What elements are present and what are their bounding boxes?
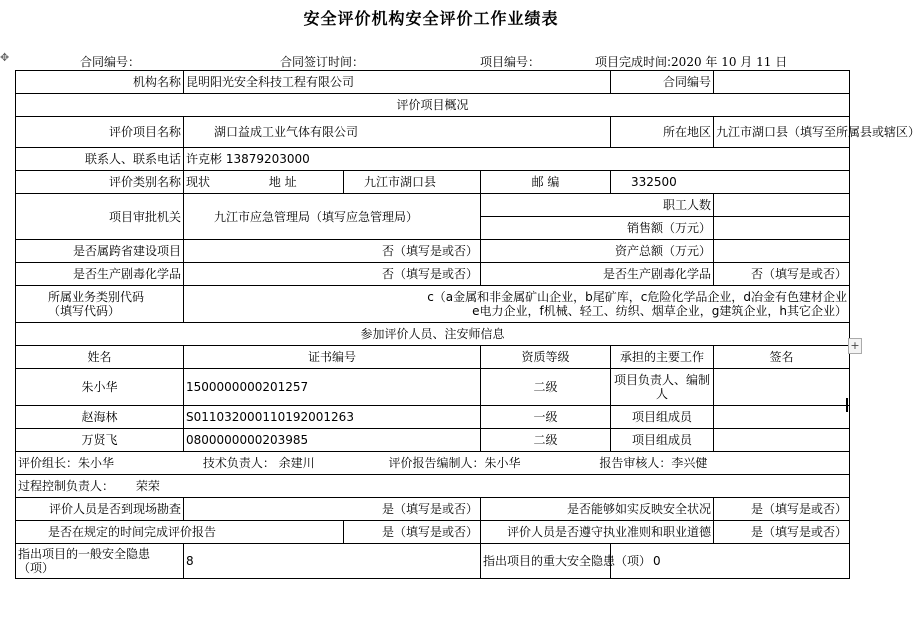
reviewer-text: 报告审核人：李兴健 <box>599 456 708 470</box>
contact-label: 联系人、联系电话 <box>16 148 184 171</box>
table-row <box>16 369 850 406</box>
people-header-row <box>16 346 850 369</box>
contract-no-cell-value[interactable] <box>714 71 850 94</box>
hazard-row <box>16 544 850 579</box>
on-time-value[interactable]: 是（填写是或否） <box>344 521 481 544</box>
category-row <box>16 171 850 194</box>
org-name-label: 机构名称 <box>16 71 184 94</box>
process-label: 过程控制负责人： <box>18 479 115 493</box>
general-hazard-label-line2: （项） <box>18 561 55 575</box>
person-name[interactable]: 万贤飞 <box>16 429 184 452</box>
person-name[interactable]: 赵海林 <box>16 406 184 429</box>
roles-cell <box>16 452 850 475</box>
approval-label: 项目审批机关 <box>16 194 184 240</box>
category-cell <box>184 171 344 194</box>
time-row <box>16 521 850 544</box>
person-work[interactable]: 项目负责人、编制人 <box>611 369 714 406</box>
move-anchor-icon[interactable]: ✥ <box>0 51 10 64</box>
people-header-work: 承担的主要工作 <box>611 346 714 369</box>
major-hazard-value[interactable]: 0 <box>611 544 850 579</box>
cross-province-value[interactable]: 否（填写是或否） <box>184 240 481 263</box>
person-sign[interactable] <box>714 369 850 406</box>
business-label-line2: （填写代码） <box>48 304 121 318</box>
person-cert[interactable]: 1500000000201257 <box>184 369 481 406</box>
org-name-value[interactable]: 昆明阳光安全科技工程有限公司 <box>184 71 611 94</box>
person-name[interactable]: 朱小华 <box>16 369 184 406</box>
toxic-value-2[interactable]: 否（填写是或否） <box>714 263 850 286</box>
table-row <box>16 406 850 429</box>
approval-value[interactable]: 九江市应急管理局（填写应急管理局） <box>184 194 481 240</box>
finish-time-label: 项目完成时间: <box>595 55 672 69</box>
assets-value[interactable] <box>714 240 850 263</box>
page-title: 安全评价机构安全评价工作业绩表 <box>303 9 559 28</box>
on-time-label: 是否在规定的时间完成评价报告 <box>16 521 344 544</box>
project-row <box>16 117 850 148</box>
business-label-line1: 所属业务类别代码 <box>48 290 145 304</box>
person-cert[interactable]: S011032000110192001263 <box>184 406 481 429</box>
person-sign[interactable] <box>714 406 850 429</box>
roles-row <box>16 452 850 475</box>
approval-row-1 <box>16 194 850 217</box>
people-header-name: 姓名 <box>16 346 184 369</box>
sales-label: 销售额（万元） <box>481 217 714 240</box>
staff-value[interactable] <box>714 194 850 217</box>
people-header-sign: 签名 <box>714 346 850 369</box>
business-label <box>16 286 184 323</box>
person-level[interactable]: 二级 <box>481 369 611 406</box>
postcode-value[interactable]: 332500 <box>611 171 850 194</box>
ethics-label: 评价人员是否遵守执业准则和职业道德 <box>481 521 714 544</box>
people-section-title: 参加评价人员、注安师信息 <box>16 323 850 346</box>
editor-text: 评价报告编制人：朱小华 <box>388 456 521 470</box>
cursor-mark <box>846 398 848 412</box>
general-hazard-label <box>16 544 184 579</box>
project-name-value[interactable]: 湖口益成工业气体有限公司 <box>184 117 611 148</box>
sign-time-label: 合同签订时间： <box>280 55 365 69</box>
business-code-line1: c（a金属和非金属矿山企业，b尾矿库，c危险化学品企业，d冶金有色建材企业 <box>427 290 847 304</box>
process-row <box>16 475 850 498</box>
reflect-value[interactable]: 是（填写是或否） <box>714 498 850 521</box>
project-name-label: 评价项目名称 <box>16 117 184 148</box>
business-code-cell[interactable] <box>184 286 850 323</box>
cross-province-row <box>16 240 850 263</box>
major-hazard-label: 指出项目的重大安全隐患（项） <box>481 544 611 579</box>
org-row <box>16 71 850 94</box>
people-header-cert: 证书编号 <box>184 346 481 369</box>
plus-icon[interactable]: + <box>848 338 862 354</box>
person-level[interactable]: 二级 <box>481 429 611 452</box>
assets-label: 资产总额（万元） <box>481 240 714 263</box>
site-visit-row <box>16 498 850 521</box>
finish-time <box>595 53 787 70</box>
ethics-value[interactable]: 是（填写是或否） <box>714 521 850 544</box>
site-visit-label: 评价人员是否到现场勘查 <box>16 498 184 521</box>
people-section-row <box>16 323 850 346</box>
contract-no-cell-label: 合同编号 <box>611 71 714 94</box>
performance-table <box>15 70 920 579</box>
region-value[interactable]: 九江市湖口县（填写至所属县或辖区） <box>714 117 850 148</box>
postcode-label: 邮 编 <box>481 171 611 194</box>
contact-row <box>16 148 850 171</box>
business-row <box>16 286 850 323</box>
project-no-label: 项目编号： <box>480 55 541 69</box>
category-label: 评价类别名称 <box>16 171 184 194</box>
person-work[interactable]: 项目组成员 <box>611 429 714 452</box>
category-value[interactable]: 现状 <box>186 175 211 189</box>
sales-value[interactable] <box>714 217 850 240</box>
overview-section-title: 评价项目概况 <box>16 94 850 117</box>
staff-label: 职工人数 <box>481 194 714 217</box>
toxic-row <box>16 263 850 286</box>
finish-time-value: 2020 年 10 月 11 日 <box>671 55 788 69</box>
toxic-label: 是否生产剧毒化学品 <box>16 263 184 286</box>
address-value[interactable]: 九江市湖口县 <box>344 171 481 194</box>
person-work[interactable]: 项目组成员 <box>611 406 714 429</box>
region-label: 所在地区 <box>611 117 714 148</box>
toxic-value[interactable]: 否（填写是或否） <box>184 263 481 286</box>
overview-section-row <box>16 94 850 117</box>
reflect-label: 是否能够如实反映安全状况 <box>481 498 714 521</box>
process-value[interactable]: 荣荣 <box>135 479 160 493</box>
contract-no-label: 合同编号： <box>80 55 141 69</box>
people-header-level: 资质等级 <box>481 346 611 369</box>
cross-province-label: 是否属跨省建设项目 <box>16 240 184 263</box>
business-code-line2: e电力企业，f机械、轻工、纺织、烟草企业，g建筑企业，h其它企业） <box>472 304 847 318</box>
site-visit-value[interactable]: 是（填写是或否） <box>184 498 481 521</box>
general-hazard-value[interactable]: 8 <box>184 544 481 579</box>
process-cell <box>16 475 850 498</box>
table-row <box>16 429 850 452</box>
address-label: 地 址 <box>268 175 297 189</box>
person-level[interactable]: 一级 <box>481 406 611 429</box>
contact-value[interactable]: 许克彬 13879203000 <box>184 148 850 171</box>
person-cert[interactable]: 0800000000203985 <box>184 429 481 452</box>
toxic-label-2: 是否生产剧毒化学品 <box>481 263 714 286</box>
tech-lead-text: 技术负责人： 余建川 <box>202 456 315 470</box>
person-sign[interactable] <box>714 429 850 452</box>
general-hazard-label-line1: 指出项目的一般安全隐患 <box>18 547 151 561</box>
leader-text: 评价组长：朱小华 <box>18 456 115 470</box>
